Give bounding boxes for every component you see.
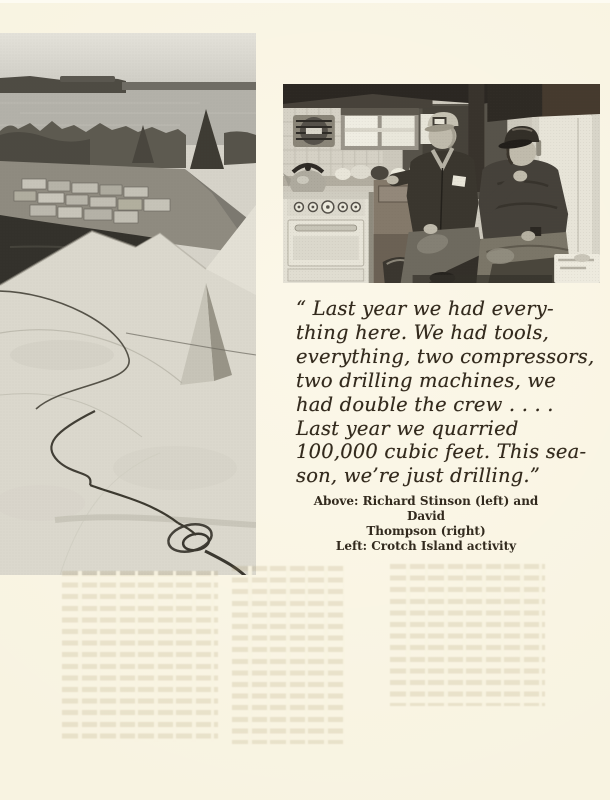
quote-line: two drilling machines, we: [296, 368, 557, 392]
caption-left: Left: Crotch Island activity: [335, 539, 517, 553]
bleedthrough-text-column-3: [390, 564, 545, 706]
quote-line: “ Last year we had every-: [296, 297, 554, 320]
photo-caption: [296, 494, 556, 554]
pull-quote: [296, 297, 595, 488]
quote-line: son, we’re just drilling.”: [296, 464, 540, 488]
quarry-photo-illustration: [0, 33, 256, 575]
bleedthrough-text-column-1: [62, 571, 218, 741]
quote-line: Last year we quarried: [296, 416, 519, 440]
caption-above-line2: Thompson (right): [366, 524, 486, 538]
bleedthrough-text-column-2: [232, 566, 344, 744]
workers-photo: [283, 84, 600, 283]
quarry-photo: [0, 33, 256, 575]
quote-line: had double the crew . . . .: [296, 392, 554, 416]
quote-line: everything, two compressors,: [296, 344, 595, 368]
quote-line: thing here. We had tools,: [296, 320, 550, 344]
quote-line: 100,000 cubic feet. This sea-: [296, 440, 587, 464]
caption-above-line1: Above: Richard Stinson (left) and David: [313, 494, 539, 523]
workers-photo-illustration: [283, 84, 600, 283]
